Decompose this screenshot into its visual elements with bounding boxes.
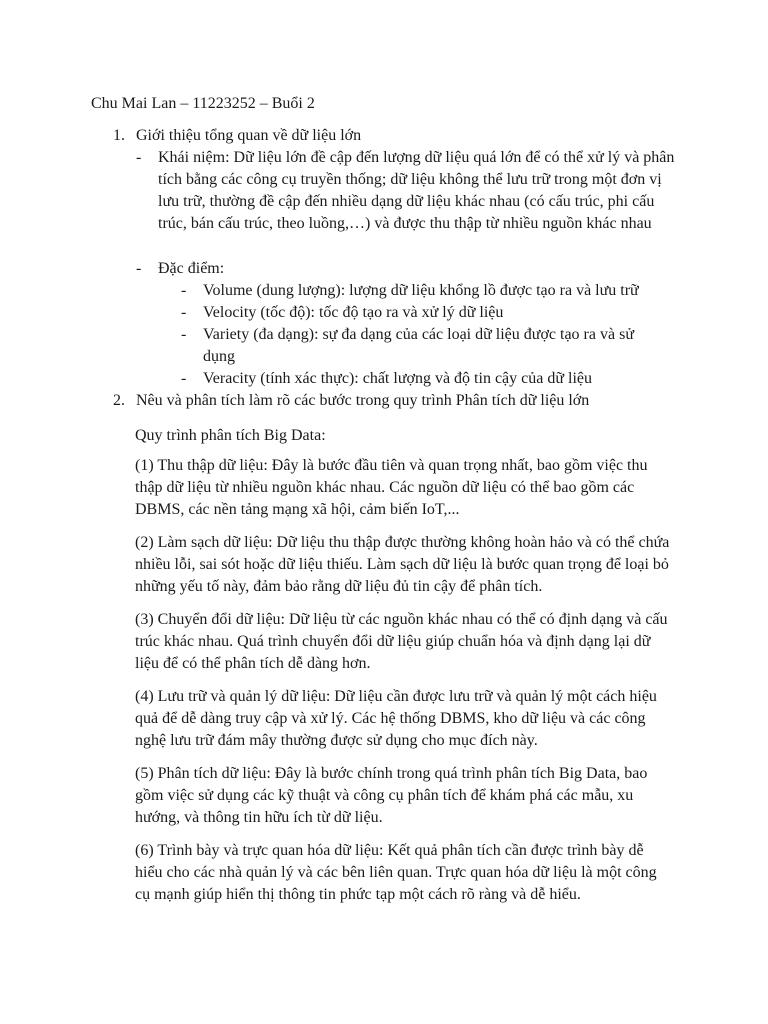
feature-dash: - <box>181 304 187 321</box>
section-1-title: Giới thiệu tổng quan về dữ liệu lớn <box>136 127 362 144</box>
document-header: Chu Mai Lan – 11223252 – Buổi 2 <box>91 95 315 112</box>
feature-dash: - <box>181 326 187 343</box>
feature-dash: - <box>181 282 187 299</box>
process-intro: Quy trình phân tích Big Data: <box>135 427 326 444</box>
bullet-dash: - <box>136 260 142 277</box>
section-2-number: 2. <box>113 392 125 409</box>
step-3-paragraph: (3) Chuyển đổi dữ liệu: Dữ liệu từ các nguồn khác nhau có thể có định dạng và cấu trúc khác nhau. Quá trình chuyển đổi dữ liệu giúp chuẩn hóa và định dạng lại dữ liệu để có thể phân tích dễ dàng hơn. <box>135 611 668 673</box>
step-4-paragraph: (4) Lưu trữ và quản lý dữ liệu: Dữ liệu cần được lưu trữ và quản lý một cách hiệu quả để dễ dàng truy cập và xử lý. Các hệ thống DBMS, kho dữ liệu và các công nghệ lưu trữ đám mây thường được sử dụng cho mục đích này. <box>135 688 657 750</box>
step-1-paragraph: (1) Thu thập dữ liệu: Đây là bước đầu tiên và quan trọng nhất, bao gồm việc thu thập dữ liệu từ nhiều nguồn khác nhau. Các nguồn dữ liệu có thể bao gồm các DBMS, các nền tảng mạng xã hội, cảm biến IoT,... <box>135 457 648 519</box>
feature-variety: Variety (đa dạng): sự đa dạng của các loại dữ liệu được tạo ra và sử dụng <box>203 326 634 365</box>
features-bullet: Đặc điểm: <box>158 260 225 277</box>
step-2-paragraph: (2) Làm sạch dữ liệu: Dữ liệu thu thập được thường không hoàn hảo và có thể chứa nhiều lỗi, sai sót hoặc dữ liệu thiếu. Làm sạch dữ liệu là bước quan trọng để loại bỏ những yếu tố này, đảm bảo rằng dữ liệu đủ tin cậy để phân tích. <box>135 534 670 596</box>
section-1-number: 1. <box>113 127 125 144</box>
step-5-paragraph: (5) Phân tích dữ liệu: Đây là bước chính trong quá trình phân tích Big Data, bao gồm việc sử dụng các kỹ thuật và công cụ phân tích để khám phá các mẫu, xu hướng, và thông tin hữu ích từ dữ liệu. <box>135 765 648 827</box>
step-6-paragraph: (6) Trình bày và trực quan hóa dữ liệu: Kết quả phân tích cần được trình bày dễ hiểu cho các nhà quản lý và các bên liên quan. Trực quan hóa dữ liệu là một công cụ mạnh giúp hiển thị thông tin phức tạp một cách rõ ràng và dễ hiểu. <box>135 842 657 904</box>
feature-veracity: Veracity (tính xác thực): chất lượng và độ tin cậy của dữ liệu <box>203 370 593 387</box>
feature-velocity: Velocity (tốc độ): tốc độ tạo ra và xử lý dữ liệu <box>203 304 504 321</box>
concept-bullet: Khái niệm: Dữ liệu lớn đề cập đến lượng dữ liệu quá lớn để có thể xử lý và phân tích bằng các công cụ truyền thống; dữ liệu không thể lưu trữ trong một đơn vị lưu trữ, thường đề cập đến nhiều dạng dữ liệu khác nhau (có cấu trúc, phi cấu trúc, bán cấu trúc, theo luồng,…) và được thu thập từ nhiều nguồn khác nhau <box>158 149 675 232</box>
feature-dash: - <box>181 370 187 387</box>
feature-volume: Volume (dung lượng): lượng dữ liệu khổng lồ được tạo ra và lưu trữ <box>203 282 639 299</box>
bullet-dash: - <box>136 149 142 166</box>
section-2-title: Nêu và phân tích làm rõ các bước trong quy trình Phân tích dữ liệu lớn <box>136 392 590 409</box>
